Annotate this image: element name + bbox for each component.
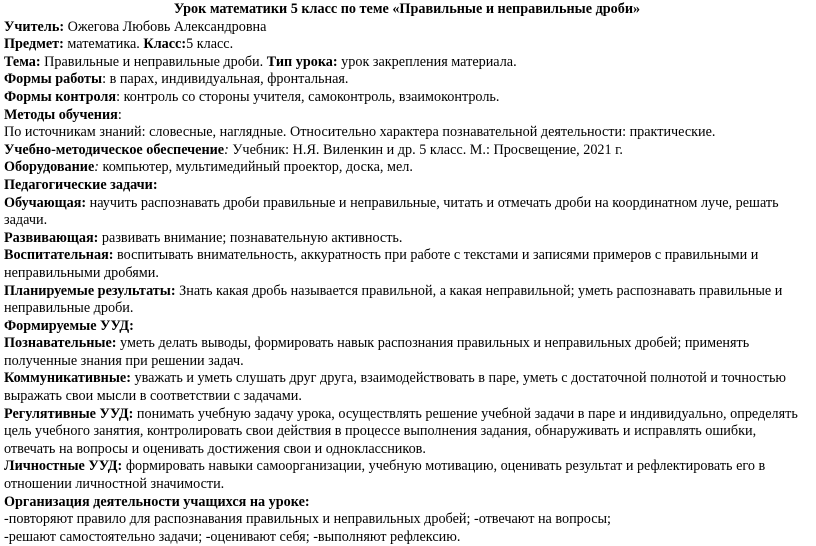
materials-colon: : [224,141,229,158]
materials-label: Учебно-методическое обеспечение [4,141,225,158]
educational-task-label: Воспитательная: [4,247,114,264]
lesson-type-label: Тип урока: [266,53,338,70]
tasks-heading [4,177,810,195]
regulative-uud [4,406,810,459]
topic-line [4,54,810,72]
developing-task [4,230,810,248]
planned-results-value: Знать какая дробь называется правильной, а какая неправильной; уметь распознавать правильные и неправильные дроби. [4,282,783,317]
subject-value: математика. [63,36,144,53]
materials-value: Учебник: Н.Я. Виленкин и др. 5 класс. М.: Просвещение, 2021 г. [228,141,623,158]
communicative-uud-label: Коммуникативные: [4,370,131,387]
control-forms-label: Формы контроля [4,88,117,105]
personal-uud [4,458,810,493]
equipment-colon: : [94,159,99,176]
developing-task-label: Развивающая: [4,229,99,246]
equipment-value: компьютер, мультимедийный проектор, доска, мел. [99,159,413,176]
class-label: Класс: [143,36,187,53]
uud-heading-text: Формируемые УУД: [4,317,134,334]
teacher-label: Учитель: [4,18,65,35]
cognitive-uud-label: Познавательные: [4,335,117,352]
work-forms-line [4,71,810,89]
materials-line [4,142,810,160]
work-forms-label: Формы работы [4,71,103,88]
cognitive-uud [4,335,810,370]
subject-line [4,36,810,54]
educational-task [4,247,810,282]
methods-text: По источникам знаний: словесные, наглядные. Относительно характера познавательной деятельности: практические. [4,124,716,141]
regulative-uud-label: Регулятивные УУД: [4,405,134,422]
planned-results-label: Планируемые результаты: [4,282,176,299]
communicative-uud [4,370,810,405]
educational-task-value: воспитывать внимательность, аккуратность при работе с текстами и записями примеров с правильными и неправильными дробями. [4,247,759,281]
regulative-uud-value: понимать учебную задачу урока, осуществлять решение учебной задачи в паре и индивидуально, определять цель учебного занятия, контролировать свои действия в процессе выполнения задания, обнаруживать и исправлять ошибки, отвечать на вопросы и оценивать достижения свои и одноклассников. [4,405,798,457]
control-forms-line [4,89,810,107]
planned-results [4,283,810,318]
teacher-value: Ожегова Любовь Александровна [64,18,267,35]
topic-label: Тема: [4,53,41,70]
teacher-line [4,19,810,37]
communicative-uud-value: уважать и уметь слушать друг друга, взаимодействовать в паре, уметь с достаточной полнотой и точностью выражать свои мысли в соответствии с задачами. [4,370,787,405]
teaching-task-label: Обучающая: [4,194,87,211]
methods-colon: : [117,106,122,123]
lesson-type-value: урок закрепления материала. [337,53,517,70]
activity-line-1: -повторяют правило для распознавания правильных и неправильных дробей; -отвечают на вопросы; [4,511,611,528]
developing-task-value: развивать внимание; познавательную активность. [98,229,403,246]
subject-label: Предмет: [4,36,64,53]
class-value: 5 класс. [186,36,234,53]
methods-heading [4,107,810,125]
teaching-task [4,195,810,230]
equipment-label: Оборудование [4,159,95,176]
uud-heading [4,318,810,336]
activity-heading-text: Организация деятельности учащихся на уроке: [4,493,310,510]
equipment-line [4,159,810,177]
activity-heading [4,494,810,512]
personal-uud-label: Личностные УУД: [4,458,123,475]
tasks-heading-text: Педагогические задачи: [4,176,158,193]
topic-value: Правильные и неправильные дроби. [40,53,267,70]
activity-line-2: -решают самостоятельно задачи; -оценивают себя; -выполняют рефлексию. [4,528,461,545]
methods-label: Методы обучения [4,106,118,123]
personal-uud-value: формировать навыки самоорганизации, учебную мотивацию, оценивать результат и рефлектировать его в отношении личностной значимости. [4,458,766,493]
cognitive-uud-value: уметь делать выводы, формировать навык распознания правильных и неправильных дробей; применять полученные знания при решении задач. [4,335,750,369]
work-forms-value: : в парах, индивидуальная, фронтальная. [102,71,349,88]
teaching-task-value: научить распознавать дроби правильные и неправильные, читать и отмечать дроби на координатном луче, решать задачи. [4,194,779,229]
control-forms-value: : контроль со стороны учителя, самоконтроль, взаимоконтроль. [116,88,500,105]
document-title: Урок математики 5 класс по теме «Правильные и неправильные дроби» [173,1,641,17]
